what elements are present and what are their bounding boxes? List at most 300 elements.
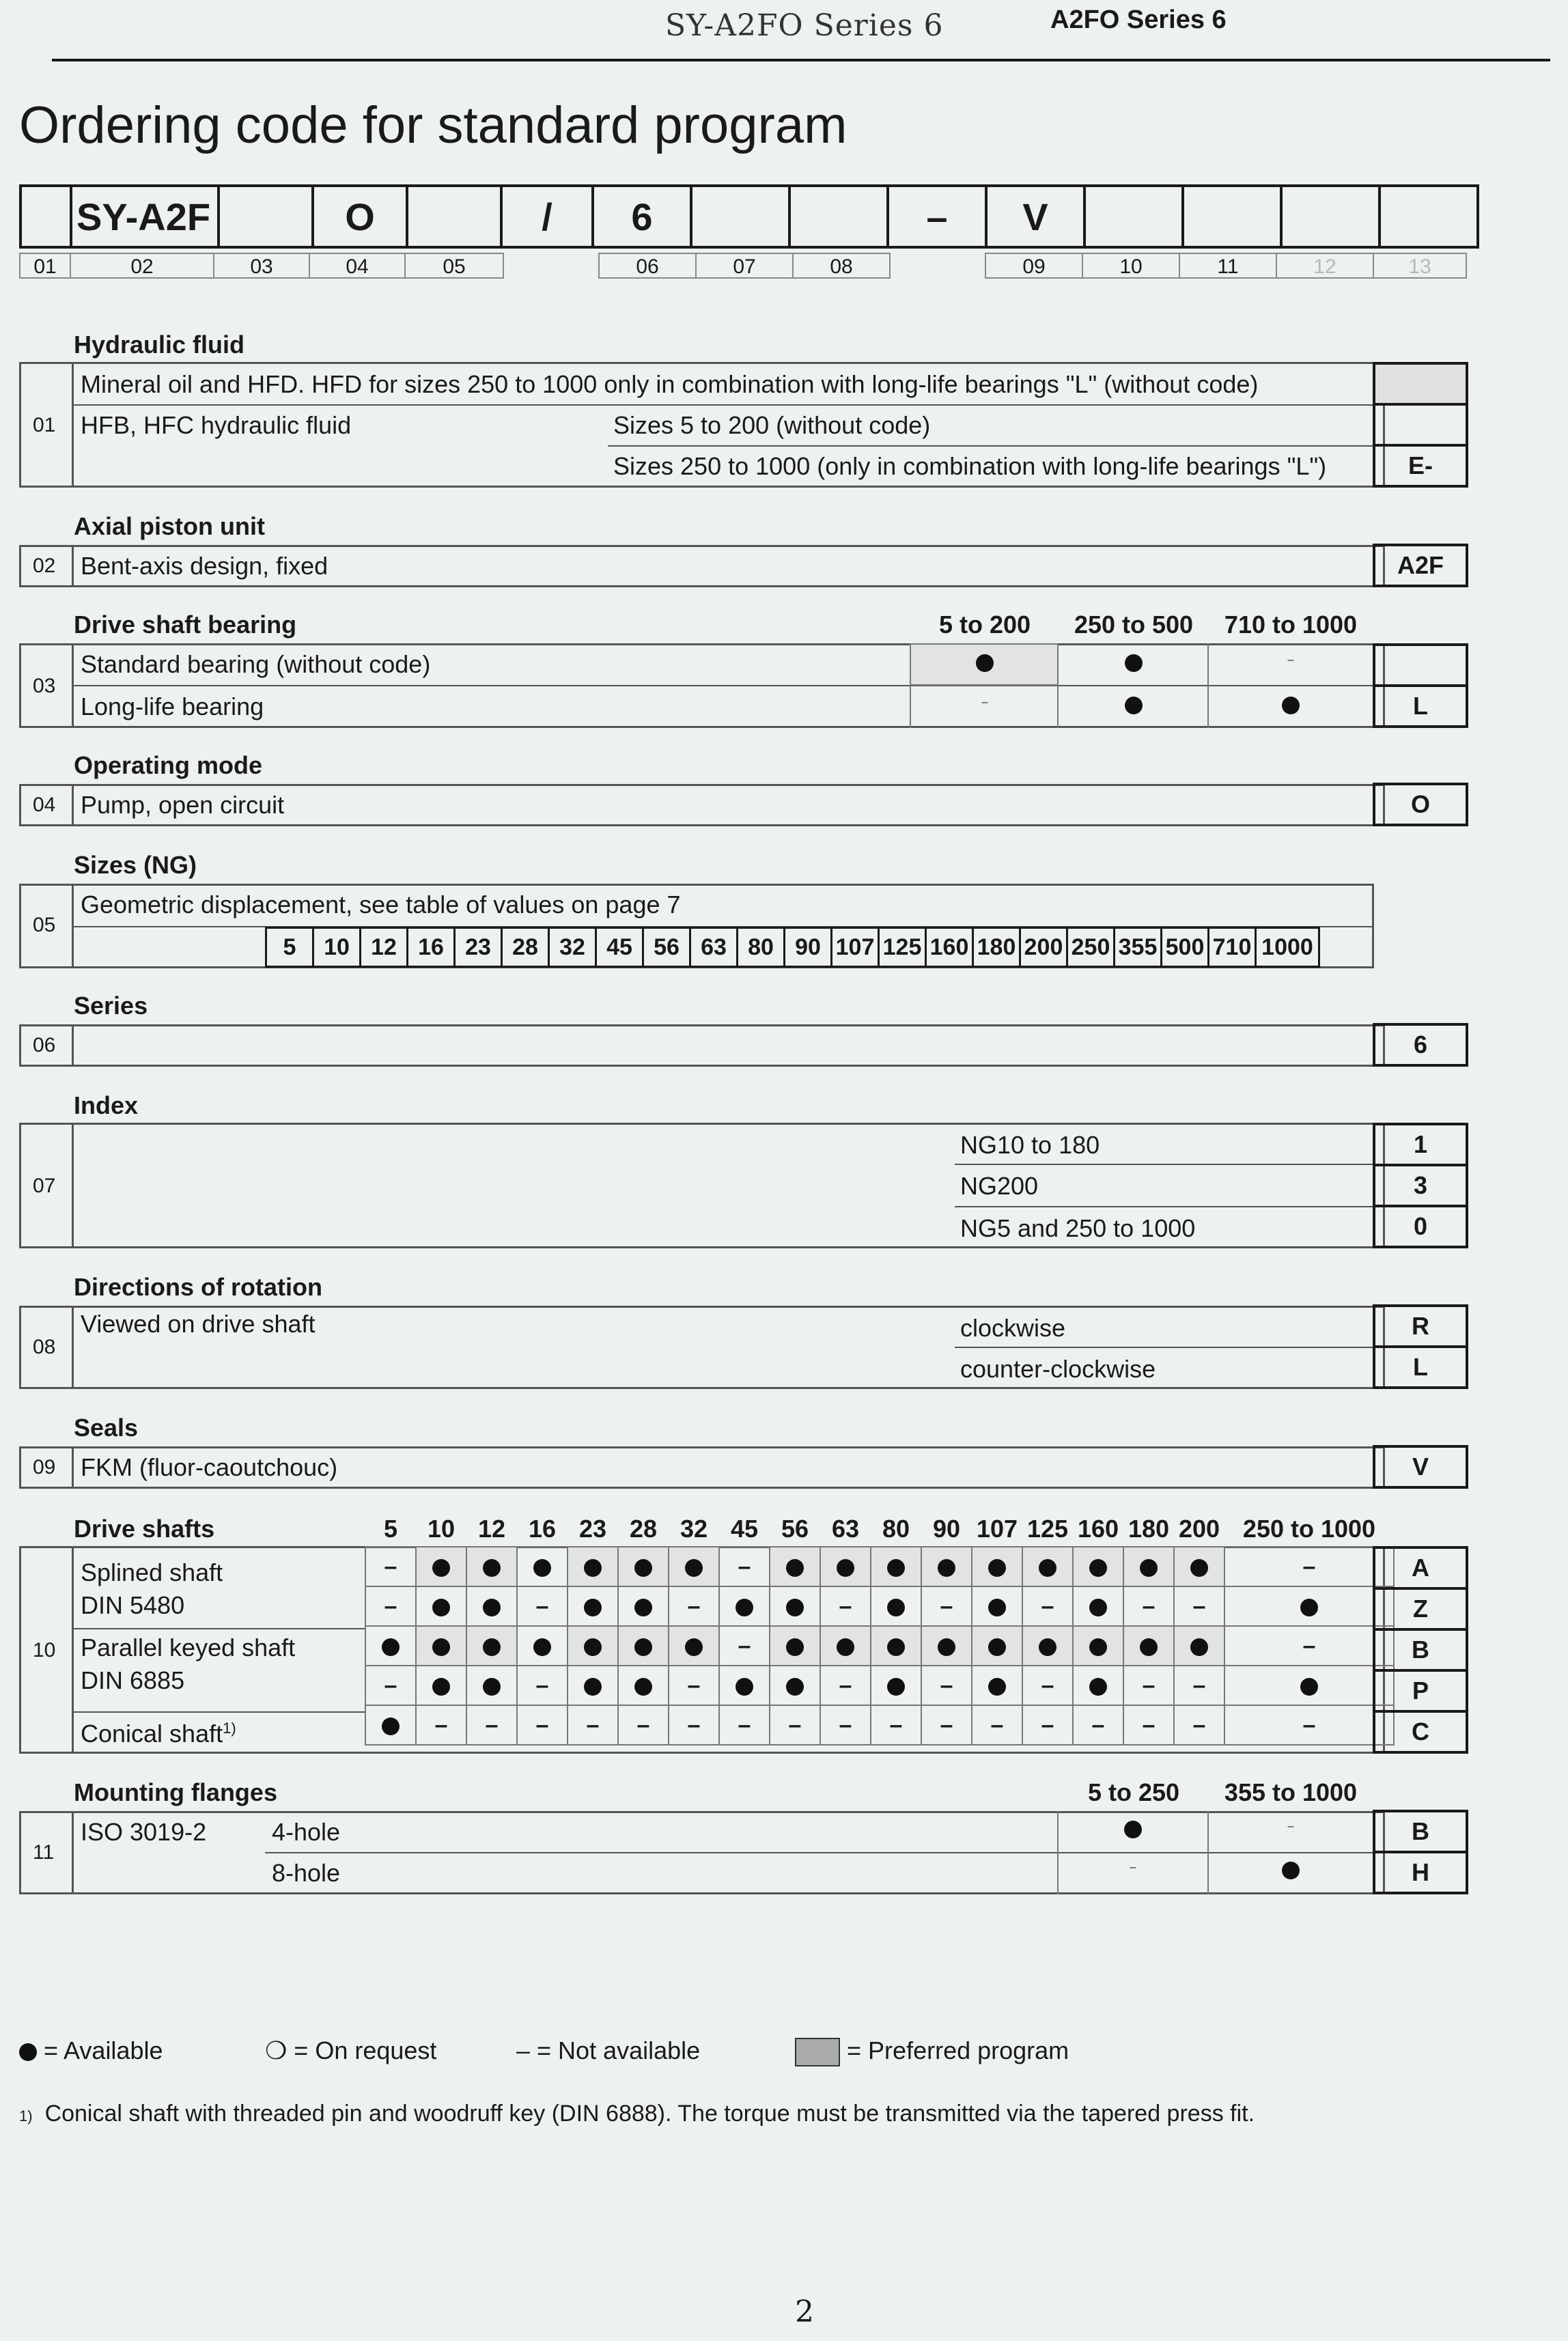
shaft-cell — [921, 1626, 972, 1666]
section-number-04: 04 — [33, 794, 56, 816]
code-a2f: A2F — [1373, 544, 1468, 587]
dash-symbol: – — [535, 1593, 549, 1619]
dash-symbol: – — [1130, 1862, 1136, 1873]
code-cell-11 — [1183, 186, 1281, 247]
dot-icon — [1140, 1559, 1158, 1577]
dot-icon — [736, 1599, 753, 1616]
dot-icon — [634, 1559, 652, 1577]
dash-symbol: – — [1302, 1553, 1316, 1580]
shaft-cell — [770, 1547, 820, 1586]
pos-09: 09 — [985, 253, 1083, 279]
size-cell: 125 — [879, 928, 926, 967]
size-cell: 250 — [1067, 928, 1115, 967]
shaft-col-header: 200 — [1178, 1515, 1220, 1543]
shaft-cell — [719, 1705, 770, 1745]
dot-icon — [837, 1638, 854, 1656]
shaft-cell — [568, 1547, 618, 1586]
dash-symbol: – — [1142, 1593, 1156, 1619]
dot-icon — [685, 1638, 703, 1656]
dot-icon — [1125, 697, 1143, 714]
shaft-cell — [618, 1547, 669, 1586]
dot-icon — [786, 1638, 804, 1656]
shaft-cell — [871, 1547, 921, 1586]
flange-val — [1059, 1862, 1207, 1874]
row-divider — [74, 404, 1385, 406]
dot-icon — [634, 1638, 652, 1656]
index-ng200: NG200 — [960, 1172, 1039, 1200]
section-number-10: 10 — [33, 1639, 56, 1662]
shaft-code: P — [1373, 1669, 1468, 1713]
shaft-cell — [1174, 1666, 1224, 1705]
dash-symbol: – — [940, 1593, 953, 1619]
dot-icon — [19, 2043, 37, 2061]
dot-icon — [887, 1599, 905, 1616]
section-title-series: Series — [74, 992, 148, 1020]
shaft-cell — [416, 1586, 466, 1626]
shaft-col-header: 5 — [383, 1515, 398, 1543]
dash-symbol: – — [990, 1711, 1004, 1738]
dot-icon — [1190, 1638, 1208, 1656]
legend-available — [19, 2036, 163, 2065]
code-r: R — [1373, 1304, 1468, 1348]
shaft-col-header: 23 — [578, 1515, 607, 1543]
dash-symbol: – — [1192, 1672, 1206, 1698]
dash-symbol: – — [535, 1711, 549, 1738]
shaft-cell — [517, 1666, 568, 1705]
bearing-val — [1060, 654, 1207, 672]
shaft-cell — [517, 1586, 568, 1626]
shaft-cell — [416, 1626, 466, 1666]
section-title-drive-shafts: Drive shafts — [74, 1515, 215, 1543]
dot-icon — [533, 1559, 551, 1577]
dot-icon — [736, 1678, 753, 1696]
drive-shaft-parallel-keyed: Parallel keyed shaft — [81, 1634, 296, 1662]
pos-07: 07 — [695, 253, 794, 279]
code-b: B — [1373, 1810, 1468, 1853]
shaft-cell — [871, 1626, 921, 1666]
shaft-cell — [820, 1705, 871, 1745]
code-cell-06: 6 — [593, 186, 691, 247]
legend-preferred — [795, 2036, 1069, 2066]
size-cell: 10 — [313, 928, 361, 967]
code-cell-slash: / — [501, 186, 593, 247]
dash-symbol: – — [1287, 654, 1294, 666]
dot-icon — [483, 1599, 501, 1616]
dot-icon — [938, 1559, 955, 1577]
bearing-col-250-500: 250 to 500 — [1074, 611, 1194, 639]
dot-icon — [382, 1638, 400, 1656]
dot-icon — [1039, 1638, 1056, 1656]
footnote-mark: 1) — [223, 1720, 236, 1737]
shaft-col-header: 160 — [1077, 1515, 1119, 1543]
shaft-cell — [466, 1666, 517, 1705]
hydraulic-fluid-sizes-5-200: Sizes 5 to 200 (without code) — [613, 411, 931, 439]
dot-icon — [432, 1638, 450, 1656]
dot-icon — [584, 1678, 602, 1696]
shaft-cell — [820, 1666, 871, 1705]
shaft-cell — [669, 1547, 719, 1586]
header-series-serif: SY-A2FO Series 6 — [665, 8, 944, 43]
shaft-cell — [1174, 1705, 1224, 1745]
drive-shaft-din6885: DIN 6885 — [81, 1666, 185, 1694]
dot-icon — [786, 1559, 804, 1577]
code-cell-empty — [1373, 403, 1468, 447]
shaft-cell — [669, 1705, 719, 1745]
dot-icon — [1039, 1559, 1056, 1577]
shaft-cell — [770, 1705, 820, 1745]
shaft-cell — [1224, 1626, 1394, 1666]
page-number: 2 — [795, 2295, 814, 2329]
dash-symbol: – — [434, 1711, 448, 1738]
shaft-code: A — [1373, 1546, 1468, 1590]
shaft-code: C — [1373, 1710, 1468, 1754]
section-title-seals: Seals — [74, 1414, 139, 1442]
dot-icon — [382, 1718, 400, 1735]
shaft-cell — [719, 1666, 770, 1705]
rotation-clockwise: clockwise — [960, 1314, 1066, 1342]
bearing-val — [1209, 654, 1373, 667]
shaft-cell — [820, 1547, 871, 1586]
section-box-06 — [19, 1024, 1385, 1067]
shaft-cell — [1174, 1586, 1224, 1626]
dash-symbol: – — [384, 1553, 397, 1580]
pos-13: 13 — [1373, 253, 1467, 279]
dot-icon — [685, 1559, 703, 1577]
size-cell: 200 — [1020, 928, 1067, 967]
section-number-11: 11 — [33, 1841, 55, 1864]
dot-icon — [1300, 1678, 1318, 1696]
dash-symbol: – — [384, 1593, 397, 1619]
dash-symbol: – — [1192, 1593, 1206, 1619]
code-cell-empty — [1373, 643, 1468, 687]
section-number-06: 06 — [33, 1034, 56, 1056]
row-divider — [955, 1164, 1385, 1165]
drive-shaft-din5480: DIN 5480 — [81, 1591, 185, 1619]
dot-icon — [988, 1559, 1006, 1577]
code-cell-preferred — [1373, 362, 1468, 406]
dot-icon — [938, 1638, 955, 1656]
shaft-col-header: 56 — [781, 1515, 809, 1543]
code-o: O — [1373, 783, 1468, 826]
shaft-cell — [770, 1626, 820, 1666]
shaft-cell — [1022, 1586, 1073, 1626]
size-cell: 80 — [738, 928, 785, 967]
operating-text: Pump, open circuit — [81, 791, 285, 819]
shaft-cell — [1073, 1547, 1123, 1586]
shaft-cell — [1174, 1626, 1224, 1666]
dash-symbol: – — [1041, 1711, 1054, 1738]
code-v: V — [1373, 1445, 1468, 1489]
size-cell: 710 — [1209, 928, 1256, 967]
code-3: 3 — [1373, 1164, 1468, 1207]
shaft-cell — [1123, 1626, 1174, 1666]
shaft-cell — [871, 1666, 921, 1705]
shaft-cell — [871, 1705, 921, 1745]
code-cell-01 — [20, 186, 71, 247]
row-divider — [955, 1347, 1385, 1348]
dot-icon — [1282, 697, 1300, 714]
section-title-index: Index — [74, 1091, 139, 1119]
sizes-table — [265, 927, 1320, 968]
row-divider — [74, 1711, 365, 1713]
pos-12: 12 — [1276, 253, 1374, 279]
shaft-cell — [1123, 1547, 1174, 1586]
header-divider — [52, 59, 1550, 61]
dot-icon — [1282, 1862, 1300, 1879]
section-title-flanges: Mounting flanges — [74, 1778, 277, 1806]
shaft-cell — [669, 1626, 719, 1666]
code-l: L — [1373, 684, 1468, 728]
shaft-col-header: 90 — [932, 1515, 961, 1543]
shaft-cell — [618, 1666, 669, 1705]
shaft-cell — [719, 1626, 770, 1666]
flange-8-hole: 8-hole — [272, 1859, 341, 1887]
size-cell: 160 — [926, 928, 973, 967]
shaft-code: B — [1373, 1628, 1468, 1672]
index-ng5-250-1000: NG5 and 250 to 1000 — [960, 1214, 1196, 1242]
dot-icon — [887, 1559, 905, 1577]
shaft-cell — [669, 1586, 719, 1626]
dash-symbol: – — [687, 1593, 701, 1619]
dash-symbol: – — [788, 1711, 802, 1738]
pos-03: 03 — [213, 253, 310, 279]
shaft-cell — [517, 1547, 568, 1586]
shaft-col-header: 250 to 1000 — [1242, 1515, 1376, 1543]
code-cell-13 — [1380, 186, 1478, 247]
code-0: 0 — [1373, 1205, 1468, 1248]
shaft-cell — [719, 1547, 770, 1586]
size-cell: 107 — [832, 928, 879, 967]
dash-symbol: – — [1192, 1711, 1206, 1738]
shaft-cell — [921, 1586, 972, 1626]
dash-symbol: – — [940, 1711, 953, 1738]
shaft-cell — [1073, 1705, 1123, 1745]
bearing-standard-label: Standard bearing (without code) — [81, 650, 431, 678]
shaft-col-header: 28 — [629, 1515, 658, 1543]
shaft-code: Z — [1373, 1587, 1468, 1631]
size-cell: 28 — [502, 928, 549, 967]
shaft-cell — [1022, 1626, 1073, 1666]
dash-symbol: – — [636, 1711, 650, 1738]
dot-icon — [988, 1678, 1006, 1696]
size-cell: 355 — [1115, 928, 1162, 967]
shaft-cell — [719, 1586, 770, 1626]
shaft-cell — [416, 1666, 466, 1705]
dot-icon — [976, 654, 994, 672]
hydraulic-fluid-mineral-oil: Mineral oil and HFD. HFD for sizes 250 to 1000 only in combination with long-life bearings "L" (without code) — [81, 370, 1259, 398]
size-cell: 180 — [973, 928, 1020, 967]
shaft-cell — [618, 1705, 669, 1745]
shaft-cell — [1123, 1586, 1174, 1626]
shaft-cell — [1224, 1705, 1394, 1745]
dot-icon — [1089, 1678, 1107, 1696]
dot-icon — [483, 1559, 501, 1577]
shaft-cell — [1073, 1626, 1123, 1666]
size-cell: 32 — [549, 928, 596, 967]
bearing-val — [911, 697, 1059, 709]
code-h: H — [1373, 1851, 1468, 1894]
shaft-cell — [1022, 1547, 1073, 1586]
shaft-cell — [416, 1547, 466, 1586]
shaft-cell — [618, 1626, 669, 1666]
shaft-cell — [466, 1626, 517, 1666]
dash-symbol: – — [1287, 1821, 1294, 1832]
section-title-operating: Operating mode — [74, 751, 263, 779]
code-l: L — [1373, 1345, 1468, 1389]
shaft-cell — [517, 1705, 568, 1745]
dot-icon — [1190, 1559, 1208, 1577]
section-number-09: 09 — [33, 1456, 56, 1478]
footnote-mark: 1) — [19, 2107, 33, 2125]
code-cell-05 — [407, 186, 501, 247]
shaft-cell — [365, 1705, 416, 1745]
size-cell: 16 — [408, 928, 455, 967]
shaft-cell — [871, 1586, 921, 1626]
dash-symbol: – — [738, 1553, 751, 1580]
dash-symbol: – — [839, 1672, 852, 1698]
shaft-col-header: 45 — [730, 1515, 759, 1543]
shaft-cell — [921, 1705, 972, 1745]
shaft-cell — [1224, 1586, 1394, 1626]
shaft-col-header: 125 — [1026, 1515, 1069, 1543]
size-cell: 90 — [785, 928, 832, 967]
shaft-cell — [466, 1586, 517, 1626]
header-series: A2FO Series 6 — [1050, 5, 1227, 34]
size-cell: 23 — [455, 928, 502, 967]
dot-icon — [988, 1638, 1006, 1656]
shaft-cell — [1022, 1705, 1073, 1745]
dash-symbol: – — [839, 1593, 852, 1619]
shaft-cell — [568, 1586, 618, 1626]
shaft-col-header: 12 — [477, 1515, 506, 1543]
shaft-cell — [416, 1705, 466, 1745]
dash-symbol: – — [839, 1711, 852, 1738]
section-title-rotation: Directions of rotation — [74, 1273, 323, 1301]
legend-on-request — [265, 2036, 436, 2065]
row-divider — [608, 445, 1385, 447]
bearing-val — [911, 654, 1059, 672]
dash-symbol: – — [1142, 1711, 1156, 1738]
size-cell: 56 — [643, 928, 690, 967]
row-divider — [74, 1628, 365, 1629]
pos-02: 02 — [70, 253, 214, 279]
shaft-cell — [365, 1547, 416, 1586]
pos-08: 08 — [792, 253, 891, 279]
dot-icon — [432, 1678, 450, 1696]
dot-icon — [786, 1678, 804, 1696]
dash-symbol: – — [1142, 1672, 1156, 1698]
legend-preferred-label: = Preferred program — [847, 2036, 1069, 2064]
index-ng10-180: NG10 to 180 — [960, 1131, 1100, 1159]
shaft-cell — [1224, 1666, 1394, 1705]
dot-icon — [634, 1599, 652, 1616]
dot-icon — [1089, 1599, 1107, 1616]
dash-symbol: – — [687, 1711, 701, 1738]
section-number-02: 02 — [33, 555, 56, 577]
code-cell-10 — [1084, 186, 1183, 247]
size-cell: 45 — [596, 928, 643, 967]
shaft-col-header: 80 — [882, 1515, 910, 1543]
size-cell: 1000 — [1256, 928, 1319, 967]
size-cell: 500 — [1162, 928, 1209, 967]
flange-val — [1209, 1821, 1373, 1833]
dot-icon — [1140, 1638, 1158, 1656]
code-cell-07 — [691, 186, 789, 247]
row-divider — [955, 1206, 1385, 1207]
code-1: 1 — [1373, 1123, 1468, 1166]
flange-val — [1209, 1862, 1373, 1879]
dot-icon — [1089, 1559, 1107, 1577]
shaft-col-header: 10 — [427, 1515, 456, 1543]
dot-icon — [634, 1678, 652, 1696]
row-divider — [265, 1852, 1385, 1853]
drive-shaft-availability-grid — [365, 1546, 1395, 1746]
shaft-cell — [972, 1666, 1022, 1705]
flange-col-5-250: 5 to 250 — [1087, 1778, 1180, 1806]
shaft-col-header: 107 — [976, 1515, 1018, 1543]
section-number-07: 07 — [33, 1175, 56, 1197]
bearing-long-life-label: Long-life bearing — [81, 692, 264, 720]
page-title: Ordering code for standard program — [19, 96, 848, 154]
dot-icon — [1125, 654, 1143, 672]
bearing-val — [1209, 697, 1373, 714]
section-number-01: 01 — [33, 414, 56, 436]
seals-text: FKM (fluor-caoutchouc) — [81, 1453, 338, 1481]
shaft-cell — [1022, 1666, 1073, 1705]
shaft-cell — [568, 1626, 618, 1666]
footnote — [19, 2101, 1255, 2127]
dot-icon — [786, 1599, 804, 1616]
hydraulic-fluid-sizes-250-1000: Sizes 250 to 1000 (only in combination with long-life bearings "L") — [613, 452, 1327, 480]
section-number-03: 03 — [33, 675, 56, 697]
dash-symbol: – — [981, 697, 988, 708]
shaft-cell — [618, 1586, 669, 1626]
code-cell-09: V — [986, 186, 1084, 247]
section-title-axial-piston: Axial piston unit — [74, 512, 266, 540]
drive-shaft-splined: Splined shaft — [81, 1558, 223, 1586]
dot-icon — [432, 1559, 450, 1577]
section-title-bearing: Drive shaft bearing — [74, 611, 297, 639]
dash-symbol: – — [586, 1711, 600, 1738]
dash-symbol: – — [738, 1711, 751, 1738]
size-cell: 63 — [690, 928, 738, 967]
shaft-cell — [1224, 1547, 1394, 1586]
size-cell: 5 — [266, 928, 313, 967]
shaft-cell — [1073, 1586, 1123, 1626]
shaft-cell — [1123, 1705, 1174, 1745]
dot-icon — [1300, 1599, 1318, 1616]
dash-symbol: – — [535, 1672, 549, 1698]
code-cell-03 — [219, 186, 313, 247]
shaft-cell — [770, 1586, 820, 1626]
shaft-cell — [466, 1705, 517, 1745]
shaft-cell — [921, 1666, 972, 1705]
ordering-code-table — [19, 184, 1479, 249]
dot-icon — [432, 1599, 450, 1616]
dot-icon — [584, 1599, 602, 1616]
legend-on-request-label: = On request — [294, 2036, 437, 2064]
section-title-sizes: Sizes (NG) — [74, 851, 197, 879]
shaft-cell — [972, 1586, 1022, 1626]
dash-symbol: – — [1302, 1632, 1316, 1659]
legend-available-label: = Available — [44, 2036, 163, 2064]
shaft-cell — [972, 1626, 1022, 1666]
dash-symbol: – — [384, 1672, 397, 1698]
dot-icon — [584, 1559, 602, 1577]
shaft-col-header: 32 — [680, 1515, 708, 1543]
flange-val — [1059, 1821, 1207, 1838]
pos-10: 10 — [1082, 253, 1180, 279]
